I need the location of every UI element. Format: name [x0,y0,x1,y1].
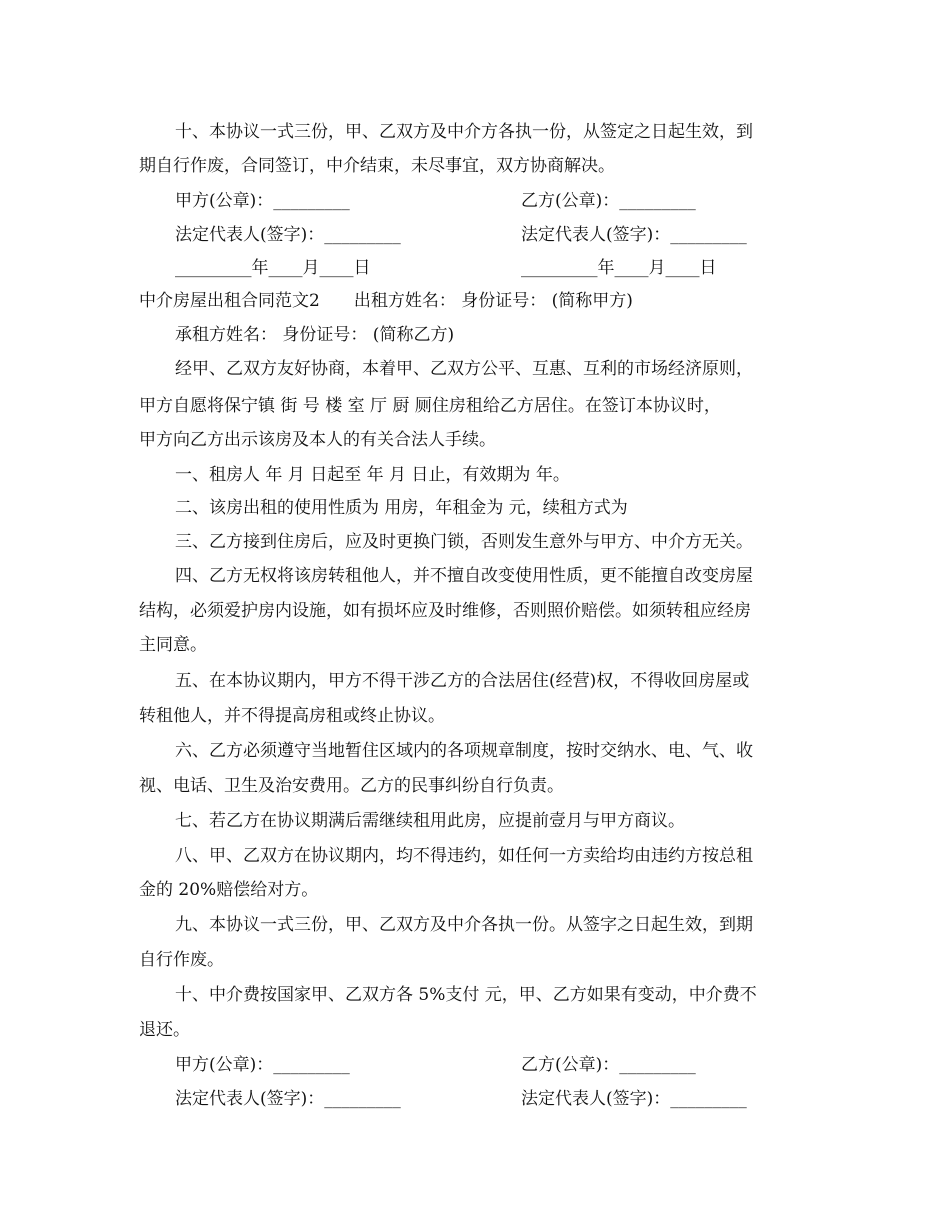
tenant-line: 承租方姓名： 身份证号： (简称乙方) [175,325,455,345]
clause-2: 二、该房出租的使用性质为 用房，年租金为 元，续租方式为 [175,498,628,518]
clause-10b-line-2: 退还。 [139,1020,190,1040]
clause-8-line-1: 八、甲、乙双方在协议期内，均不得违约，如任何一方卖给均由违约方按总租 [175,846,753,866]
party-a-representative: 法定代表人(签字)：_________ [175,225,401,245]
intro-line-1: 经甲、乙双方友好协商，本着甲、乙双方公平、互惠、互利的市场经济原则， [175,359,753,379]
clause-4-line-1: 四、乙方无权将该房转租他人，并不擅自改变使用性质，更不能擅自改变房屋 [175,566,753,586]
contract-heading: 中介房屋出租合同范文2 出租方姓名： 身份证号： (简称甲方) [139,291,633,311]
party-a-representative-2: 法定代表人(签字)：_________ [175,1089,401,1109]
party-a-seal-2: 甲方(公章)：_________ [175,1055,350,1075]
party-a-seal: 甲方(公章)：_________ [175,191,350,211]
clause-6-line-1: 六、乙方必须遵守当地暂住区域内的各项规章制度，按时交纳水、电、气、收 [175,741,753,761]
party-b-representative: 法定代表人(签字)：_________ [521,225,747,245]
party-a-date: _________年____月____日 [175,258,371,278]
clause-10-line-1: 十、本协议一式三份，甲、乙双方及中介方各执一份，从签定之日起生效，到 [175,122,753,142]
clause-4-line-2: 结构，必须爱护房内设施，如有损坏应及时维修，否则照价赔偿。如须转租应经房 [139,601,751,621]
clause-8-line-2: 金的 20%赔偿给对方。 [139,880,319,900]
clause-4-line-3: 主同意。 [139,635,207,655]
clause-3: 三、乙方接到住房后，应及时更换门锁，否则发生意外与甲方、中介方无关。 [175,532,753,552]
clause-9-line-1: 九、本协议一式三份，甲、乙双方及中介各执一份。从签字之日起生效，到期 [175,915,753,935]
clause-1: 一、租房人 年 月 日起至 年 月 日止，有效期为 年。 [175,465,570,485]
clause-10b-line-1: 十、中介费按国家甲、乙双方各 5%支付 元，甲、乙方如果有变动，中介费不 [175,985,757,1005]
party-b-seal: 乙方(公章)：_________ [521,191,696,211]
clause-5-line-1: 五、在本协议期内，甲方不得干涉乙方的合法居住(经营)权，不得收回房屋或 [175,671,750,691]
clause-6-line-2: 视、电话、卫生及治安费用。乙方的民事纠纷自行负责。 [139,776,564,796]
clause-9-line-2: 自行作废。 [139,950,224,970]
clause-5-line-2: 转租他人，并不得提高房租或终止协议。 [139,706,445,726]
clause-10-line-2: 期自行作废，合同签订，中介结束，未尽事宜，双方协商解决。 [139,156,615,176]
clause-7: 七、若乙方在协议期满后需继续租用此房，应提前壹月与甲方商议。 [175,811,685,831]
intro-line-2: 甲方自愿将保宁镇 街 号 楼 室 厅 厨 厕住房租给乙方居住。在签订本协议时， [139,396,721,416]
party-b-date: _________年____月____日 [521,258,717,278]
party-b-representative-2: 法定代表人(签字)：_________ [521,1089,747,1109]
party-b-seal-2: 乙方(公章)：_________ [521,1055,696,1075]
intro-line-3: 甲方向乙方出示该房及本人的有关合法人手续。 [139,430,496,450]
